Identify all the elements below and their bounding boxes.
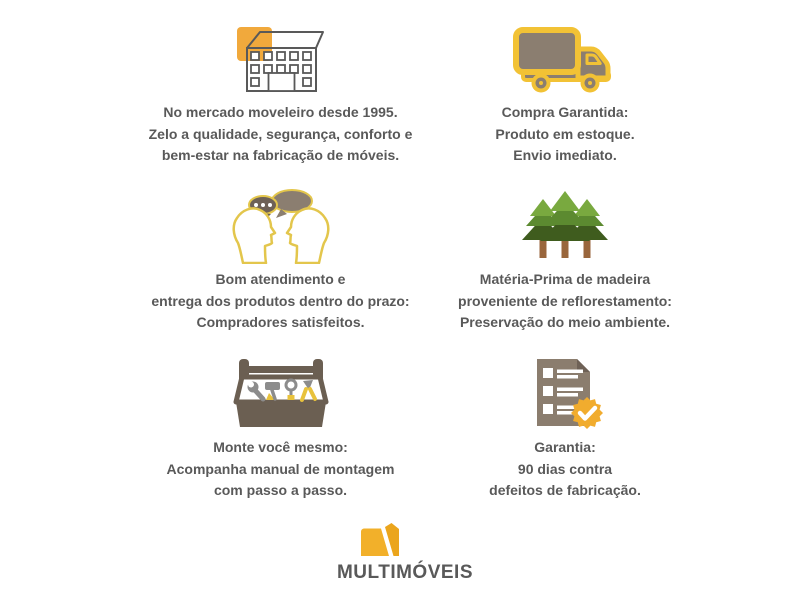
feature-caption bbox=[495, 102, 634, 167]
caption-line: Compra Garantida: bbox=[501, 104, 629, 120]
feature-card-customer-service bbox=[133, 189, 428, 357]
caption-line: defeitos de fabricação. bbox=[489, 482, 641, 498]
brand-name: MULTIMÓVEIS bbox=[336, 562, 474, 583]
caption-line: Compradores satisfeitos. bbox=[196, 314, 365, 330]
pine-trees-icon bbox=[517, 189, 613, 263]
feature-caption bbox=[149, 102, 413, 167]
caption-line: No mercado moveleiro desde 1995. bbox=[163, 104, 398, 120]
feature-card-heritage bbox=[133, 22, 428, 189]
feature-card-raw-material bbox=[440, 189, 690, 357]
caption-line: Zelo a qualidade, segurança, conforto e bbox=[148, 125, 413, 142]
multimoveis-logo-mark-icon bbox=[360, 523, 400, 561]
caption-line: Monte você mesmo: bbox=[213, 439, 348, 455]
feature-card-warranty bbox=[440, 357, 690, 517]
building-icon bbox=[235, 22, 327, 96]
feature-card-guaranteed-purchase bbox=[440, 22, 690, 189]
caption-line: bem-estar na fabricação de móveis. bbox=[161, 147, 400, 163]
brand-footer bbox=[0, 523, 810, 584]
toolbox-icon bbox=[229, 357, 333, 431]
warranty-checklist-icon bbox=[523, 357, 607, 431]
caption-line: proveniente de reflorestamento: bbox=[458, 292, 672, 309]
caption-line: 90 dias contra bbox=[517, 460, 613, 477]
feature-card-self-assembly bbox=[133, 357, 428, 517]
feature-caption bbox=[167, 437, 395, 502]
delivery-truck-icon bbox=[511, 22, 619, 96]
caption-line: Produto em estoque. bbox=[495, 125, 635, 142]
caption-line: Preservação do meio ambiente. bbox=[459, 314, 671, 330]
caption-line: com passo a passo. bbox=[213, 482, 348, 498]
caption-line: entrega dos produtos dentro do prazo: bbox=[151, 292, 410, 309]
caption-line: Envio imediato. bbox=[513, 147, 617, 163]
caption-line: Bom atendimento e bbox=[215, 271, 346, 287]
feature-caption bbox=[458, 269, 672, 334]
caption-line: Acompanha manual de montagem bbox=[166, 460, 395, 477]
caption-line: Matéria-Prima de madeira bbox=[479, 271, 651, 287]
caption-line: Garantia: bbox=[534, 439, 596, 455]
feature-caption bbox=[151, 269, 409, 334]
chat-faces-icon bbox=[229, 189, 333, 263]
feature-caption bbox=[489, 437, 641, 502]
